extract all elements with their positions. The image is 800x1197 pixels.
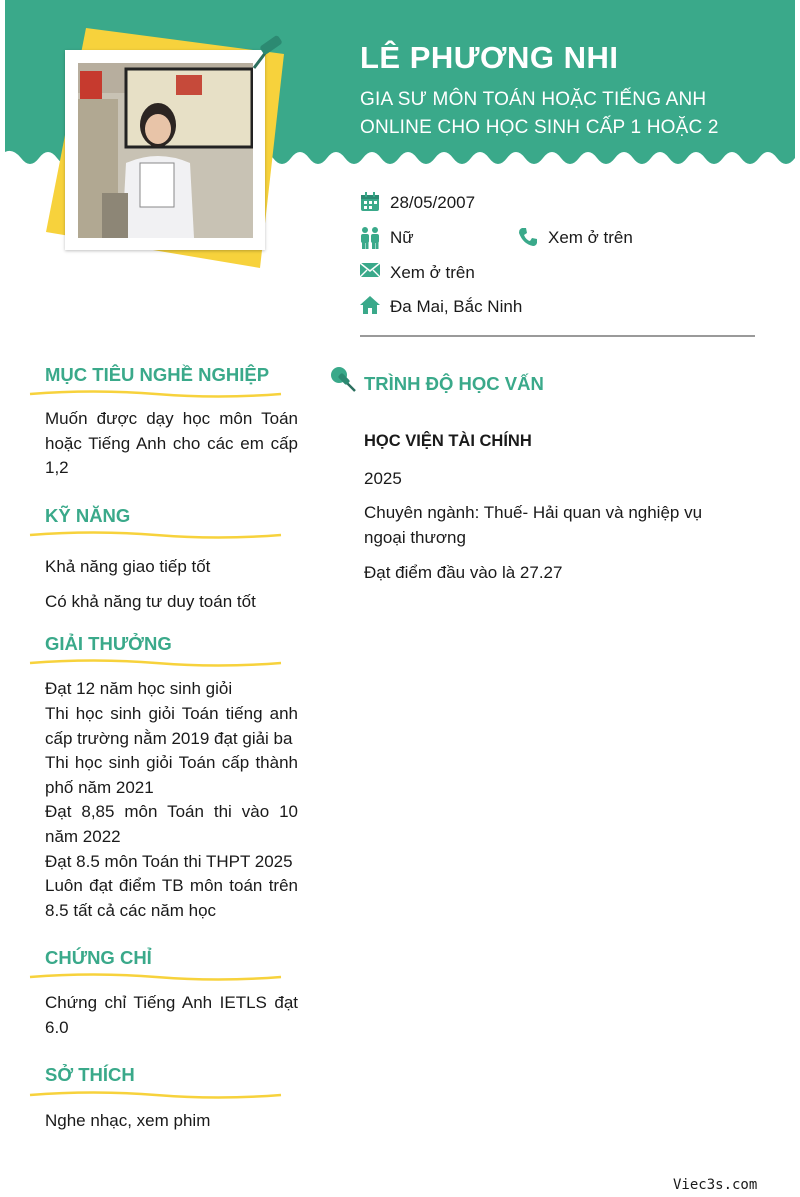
skills-heading: KỸ NĂNG: [45, 505, 131, 526]
skill-item: Khả năng giao tiếp tốt: [45, 557, 211, 576]
dob-value: 28/05/2007: [390, 193, 476, 212]
mail-icon: [360, 262, 382, 284]
candidate-name: LÊ PHƯƠNG NHI: [360, 40, 619, 75]
certificates-underline: [28, 971, 283, 983]
education-year: 2025: [364, 469, 402, 488]
school-name: HỌC VIỆN TÀI CHÍNH: [364, 432, 532, 450]
award-item: Luôn đạt điểm TB môn toán trên 8.5 tất cả các năm học: [45, 876, 298, 920]
footer-brand: Viec3s.com: [673, 1177, 758, 1193]
awards-underline: [28, 657, 283, 669]
address-value: Đa Mai, Bắc Ninh: [390, 297, 523, 316]
hobbies-heading: SỞ THÍCH: [45, 1064, 135, 1085]
contact-divider: [360, 335, 755, 337]
objective-heading: MỤC TIÊU NGHỀ NGHIỆP: [45, 364, 270, 385]
award-item: Đạt 8,85 môn Toán thi vào 10 năm 2022: [45, 802, 298, 846]
certificates-text: Chứng chỉ Tiếng Anh IETLS đạt 6.0: [45, 993, 298, 1037]
gender-value: Nữ: [390, 228, 414, 247]
phone-icon: [518, 227, 540, 249]
email-value: Xem ở trên: [390, 263, 475, 282]
home-icon: [360, 296, 382, 318]
objective-text: Muốn được dạy học môn Toán hoặc Tiếng Anh cho các em cấp 1,2: [45, 409, 298, 478]
education-major: Chuyên ngành: Thuế- Hải quan và nghiệp vụ ngoại thương: [364, 503, 703, 547]
calendar-icon: [360, 192, 382, 214]
job-title: GIA SƯ MÔN TOÁN HOẶC TIẾNG ANH ONLINE CHO HỌC SINH CẤP 1 HOẶC 2: [360, 89, 719, 138]
hobbies-underline: [28, 1089, 283, 1101]
skills-underline: [28, 529, 283, 541]
award-item: Đạt 8.5 môn Toán thi THPT 2025: [45, 852, 293, 871]
pushpin-icon: [328, 364, 358, 399]
objective-underline: [28, 388, 283, 400]
awards-heading: GIẢI THƯỞNG: [45, 633, 172, 654]
pushpin-icon: [248, 24, 292, 77]
award-item: Thi học sinh giỏi Toán cấp thành phố năm 2021: [45, 753, 298, 797]
award-item: Đạt 12 năm học sinh giỏi: [45, 679, 233, 698]
hobbies-text: Nghe nhạc, xem phim: [45, 1111, 211, 1130]
education-heading: TRÌNH ĐỘ HỌC VẤN: [364, 373, 544, 394]
education-note: Đạt điểm đầu vào là 27.27: [364, 563, 563, 582]
profile-photo: [78, 63, 253, 238]
people-icon: [360, 227, 382, 249]
award-item: Thi học sinh giỏi Toán tiếng anh cấp trường nằm 2019 đạt giải ba: [45, 704, 298, 748]
certificates-heading: CHỨNG CHỈ: [45, 947, 152, 968]
phone-value: Xem ở trên: [548, 228, 633, 247]
skill-item: Có khả năng tư duy toán tốt: [45, 592, 256, 611]
